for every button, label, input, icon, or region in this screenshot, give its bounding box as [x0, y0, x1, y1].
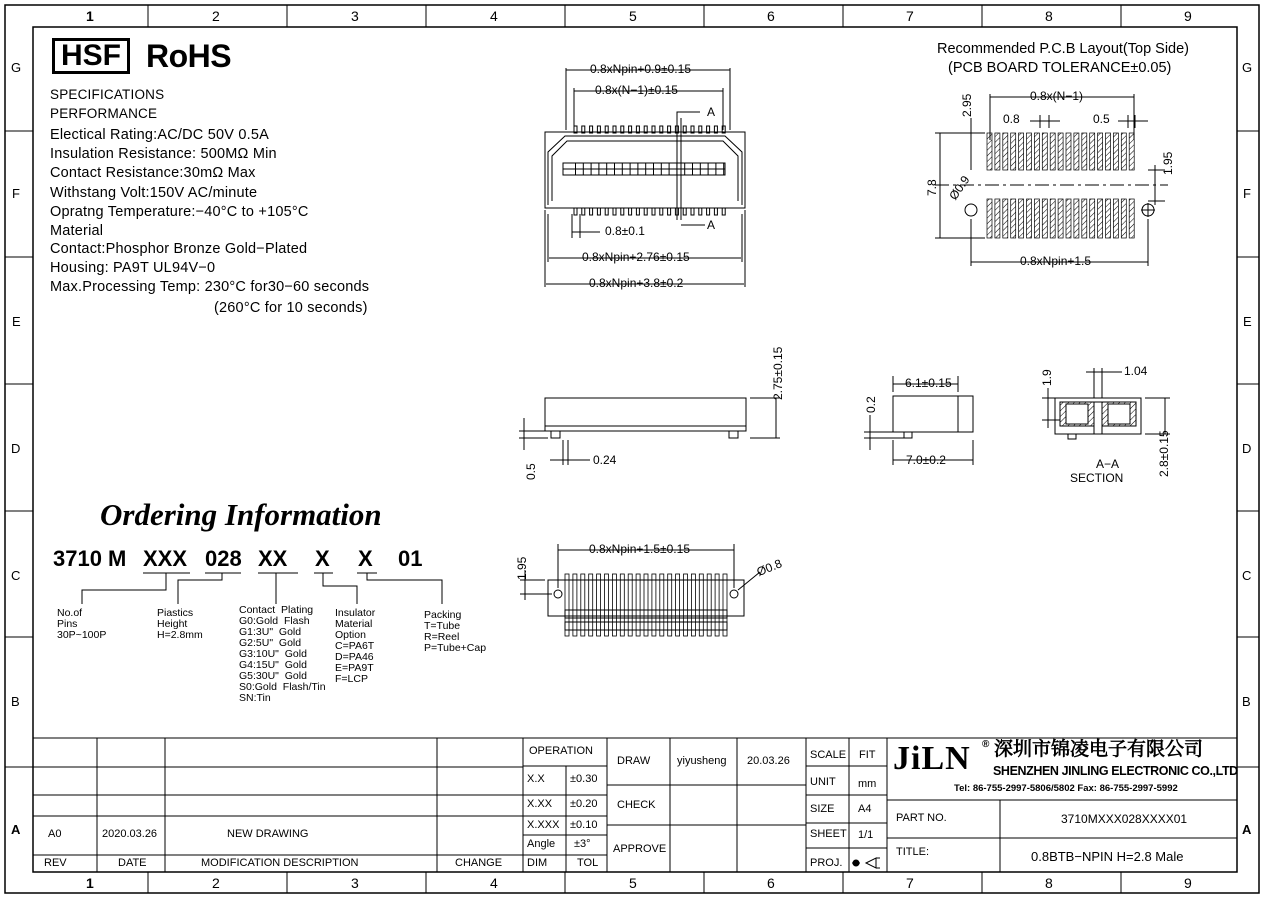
- draw-date: 20.03.26: [747, 755, 790, 767]
- row-label: E: [12, 314, 21, 329]
- col-label: 7: [906, 8, 914, 24]
- row-label: G: [11, 60, 22, 75]
- dim-bot-a: 0.8xNpin+2.76±0.15: [582, 250, 690, 264]
- pcb-dim-pad: 0.5: [1093, 112, 1110, 126]
- ordering-title: Ordering Information: [100, 497, 382, 532]
- col-label: 6: [767, 875, 775, 891]
- tol-dim: DIM: [527, 857, 548, 869]
- sheet-value: 1/1: [858, 829, 874, 841]
- pn-seg-packing: X: [358, 546, 373, 571]
- spec-line: Contact Resistance:30mΩ Max: [50, 165, 256, 181]
- check-label: CHECK: [617, 799, 656, 811]
- row-label: C: [11, 568, 21, 583]
- row-label: D: [1242, 441, 1252, 456]
- pn-seg-suffix: 01: [398, 546, 423, 571]
- sheet-label: SHEET: [810, 828, 847, 840]
- size-value: A4: [858, 803, 872, 815]
- end-dim-70: 7.0±0.2: [906, 453, 946, 467]
- row-label: F: [12, 186, 20, 201]
- col-label: 8: [1045, 8, 1053, 24]
- spec-line: Max.Processing Temp: 230°C for30−60 seconds: [50, 279, 370, 295]
- section-dim-19: 1.9: [1040, 369, 1054, 386]
- part-no-value: 3710MXXX028XXXX01: [1061, 812, 1188, 826]
- company-contact: Tel: 86-755-2997-5806/5802 Fax: 86-755-2997-5992: [954, 783, 1178, 794]
- col-label: 6: [767, 8, 775, 24]
- spec-line: Opratng Temperature:−40°C to +105°C: [50, 204, 309, 220]
- pn-label-height: Piastics Height H=2.8mm: [157, 607, 203, 641]
- date-value: 2020.03.26: [102, 828, 158, 840]
- pn-seg-base: 3710 M: [53, 546, 127, 571]
- col-label: 5: [629, 8, 637, 24]
- col-label: 1: [86, 8, 94, 24]
- pcb-dim-hole: Ø0.9: [946, 173, 973, 203]
- change-header: CHANGE: [455, 857, 503, 869]
- spec-line: (260°C for 10 seconds): [214, 300, 368, 316]
- pn-label-packing: Packing T=Tube R=Reel P=Tube+Cap: [424, 609, 487, 654]
- row-label: A: [1242, 822, 1252, 837]
- pcb-dim-pitch: 0.8: [1003, 112, 1020, 126]
- rev-value: A0: [48, 828, 62, 840]
- pn-label-pins: No.of Pins 30P~100P: [57, 607, 107, 641]
- tol-value: TOL: [577, 857, 599, 869]
- unit-label: UNIT: [810, 776, 836, 788]
- date-header: DATE: [118, 857, 147, 869]
- tol-dim: X.X: [527, 773, 545, 785]
- row-label: E: [1243, 314, 1252, 329]
- side-dim-024: 0.24: [593, 453, 617, 467]
- section-marker-bottom: A: [707, 218, 716, 232]
- tol-dim: Angle: [527, 838, 556, 850]
- side-dim-05: 0.5: [524, 463, 538, 480]
- pcb-dim-295: 2.95: [960, 93, 974, 117]
- spec-line: Housing: PA9T UL94V−0: [50, 260, 216, 276]
- title-label: TITLE:: [896, 846, 930, 858]
- col-label: 5: [629, 875, 637, 891]
- bottom-dim-195: 1.95: [515, 556, 529, 580]
- pcb-dim-78: 7.8: [925, 179, 939, 196]
- end-dim-61: 6.1±0.15: [905, 376, 952, 390]
- tol-value: ±0.30: [570, 773, 598, 785]
- spec-line: Contact:Phosphor Bronze Gold−Plated: [50, 241, 308, 257]
- drawer-name: yiyusheng: [677, 755, 727, 767]
- section-marker-top: A: [707, 105, 716, 119]
- col-label: 9: [1184, 875, 1192, 891]
- bottom-dim-width: 0.8xNpin+1.5±0.15: [589, 542, 690, 556]
- title-value: 0.8BTB−NPIN H=2.8 Male: [1031, 849, 1184, 864]
- spec-line: Insulation Resistance: 500MΩ Min: [50, 146, 277, 162]
- section-label: SECTION: [1070, 471, 1124, 485]
- pcb-dim-bottom: 0.8xNpin+1.5: [1020, 254, 1092, 268]
- pn-seg-insulator: X: [315, 546, 330, 571]
- tol-dim: X.XXX: [527, 819, 560, 831]
- side-dim-height: 2.75±0.15: [771, 346, 785, 400]
- proj-label: PROJ.: [810, 857, 843, 869]
- row-label: G: [1242, 60, 1253, 75]
- operation-label: OPERATION: [529, 745, 593, 757]
- registered-mark-icon: ®: [982, 739, 990, 750]
- spec-line: SPECIFICATIONS: [50, 87, 165, 102]
- dim-top-a: 0.8xNpin+0.9±0.15: [590, 62, 691, 76]
- spec-line: Material: [50, 223, 104, 239]
- row-label: F: [1243, 186, 1251, 201]
- spec-line: Withstang Volt:150V AC/minute: [50, 185, 258, 201]
- tol-value: ±0.20: [570, 798, 598, 810]
- col-label: 4: [490, 8, 498, 24]
- company-name-cn: 深圳市锦凌电子有限公司: [994, 738, 1204, 760]
- spec-line: PERFORMANCE: [50, 106, 158, 121]
- company-name-en: SHENZHEN JINLING ELECTRONIC CO.,LTD: [993, 764, 1238, 778]
- scale-value: FIT: [859, 749, 876, 761]
- pcb-dim-n1: 0.8x(N−1): [1030, 89, 1084, 103]
- tol-value: ±3°: [574, 838, 591, 850]
- col-label: 2: [212, 8, 220, 24]
- rev-header: REV: [44, 857, 67, 869]
- col-label: 8: [1045, 875, 1053, 891]
- hsf-logo: HSF: [52, 38, 130, 74]
- rohs-logo: RoHS: [146, 38, 232, 74]
- row-label: D: [11, 441, 21, 456]
- desc-value: NEW DRAWING: [227, 828, 309, 840]
- pn-label-plating: Contact Plating G0:Gold Flash G1:3U" Gold G2:5U" Gold G3:10U" Gold G4:15U" Gold G5:30U" Gold S0:Gold Flash/Tin SN:Tin: [239, 604, 326, 704]
- pn-seg-plating: XX: [258, 546, 288, 571]
- section-dim-104: 1.04: [1124, 364, 1148, 378]
- spec-line: Electical Rating:AC/DC 50V 0.5A: [50, 127, 269, 143]
- col-label: 2: [212, 875, 220, 891]
- dim-pitch: 0.8±0.1: [605, 224, 645, 238]
- draw-label: DRAW: [617, 755, 651, 767]
- pn-seg-height: 028: [205, 546, 242, 571]
- dim-bot-b: 0.8xNpin+3.8±0.2: [589, 276, 684, 290]
- col-label: 9: [1184, 8, 1192, 24]
- row-label: B: [11, 694, 20, 709]
- size-label: SIZE: [810, 803, 835, 815]
- pcb-layout-title: Recommended P.C.B Layout(Top Side): [937, 41, 1190, 57]
- pn-seg-pins: XXX: [143, 546, 188, 571]
- section-label-aa: A−A: [1096, 457, 1120, 471]
- company-logo: JiLN: [893, 740, 971, 777]
- col-label: 3: [351, 8, 359, 24]
- bottom-dim-hole: Ø0.8: [754, 556, 784, 580]
- pn-label-insulator: Insulator Material Option C=PA6T D=PA46 E=PA9T F=LCP: [335, 607, 376, 685]
- row-label: B: [1242, 694, 1251, 709]
- tol-value: ±0.10: [570, 819, 598, 831]
- unit-value: mm: [858, 778, 877, 790]
- part-no-label: PART NO.: [896, 812, 947, 824]
- pcb-dim-195: 1.95: [1161, 151, 1175, 175]
- dim-top-b: 0.8x(N−1)±0.15: [595, 83, 678, 97]
- end-dim-02: 0.2: [864, 396, 878, 413]
- tol-dim: X.XX: [527, 798, 553, 810]
- scale-label: SCALE: [810, 749, 847, 761]
- row-label: C: [1242, 568, 1252, 583]
- col-label: 1: [86, 875, 94, 891]
- col-label: 7: [906, 875, 914, 891]
- mod-header: MODIFICATION DESCRIPTION: [201, 857, 359, 869]
- col-label: 4: [490, 875, 498, 891]
- col-label: 3: [351, 875, 359, 891]
- row-label: A: [11, 822, 21, 837]
- section-dim-28: 2.8±0.15: [1157, 430, 1171, 477]
- pcb-layout-subtitle: (PCB BOARD TOLERANCE±0.05): [948, 60, 1172, 76]
- approve-label: APPROVE: [613, 843, 667, 855]
